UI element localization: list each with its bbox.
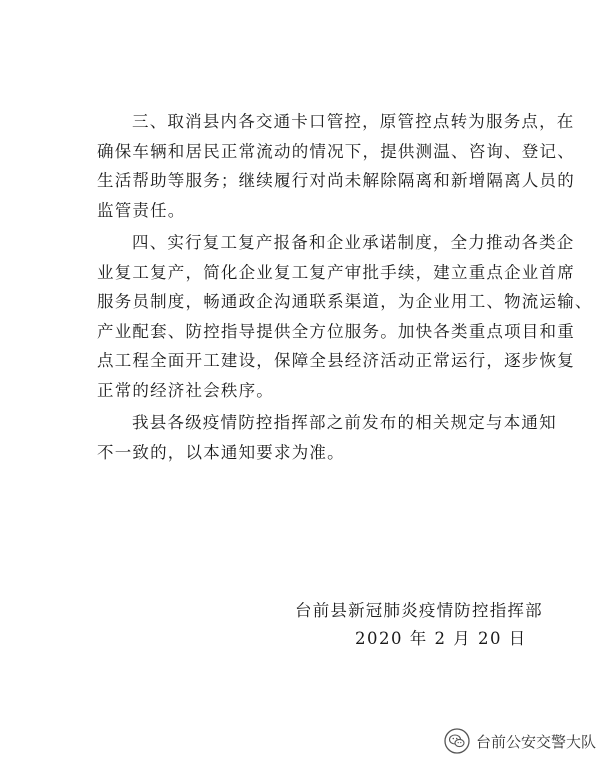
- paragraph-line: 三、取消县内各交通卡口管控，原管控点转为服务点，在: [132, 112, 575, 131]
- paragraph-line: 我县各级疫情防控指挥部之前发布的相关规定与本通知: [132, 413, 557, 432]
- issue-date: 2020 年 2 月 20 日: [355, 629, 527, 648]
- watermark: [444, 728, 596, 754]
- issuing-organization: 台前县新冠肺炎疫情防控指挥部: [295, 601, 543, 620]
- paragraph-line: 服务员制度，畅通政企沟通联系渠道，为企业用工、物流运输、: [97, 292, 593, 311]
- paragraph-4: [97, 228, 593, 405]
- paragraph-closing: [97, 408, 557, 467]
- paragraph-line: 监管责任。: [97, 200, 186, 220]
- watermark-text: 台前公安交警大队: [476, 732, 597, 751]
- signature-block: [295, 597, 575, 653]
- paragraph-line: 确保车辆和居民正常流动的情况下，提供测温、咨询、登记、: [97, 141, 575, 161]
- paragraph-line: 点工程全面开工建设，保障全县经济活动正常运行，逐步恢复: [97, 351, 575, 370]
- paragraph-line: 业复工复产，简化企业复工复产审批手续，建立重点企业首席: [97, 262, 575, 282]
- document-body: [97, 107, 593, 470]
- paragraph-line: 四、实行复工复产报备和企业承诺制度，全力推动各类企: [132, 233, 575, 252]
- paragraph-line: 正常的经济社会秩序。: [97, 380, 274, 400]
- paragraph-line: 产业配套、防控指导提供全方位服务。加快各类重点项目和重: [97, 321, 575, 341]
- paragraph-line: 生活帮助等服务；继续履行对尚未解除隔离和新增隔离人员的: [97, 171, 575, 190]
- paragraph-3: [97, 107, 575, 225]
- paragraph-line: 不一致的，以本通知要求为准。: [97, 442, 345, 462]
- wechat-icon: [444, 728, 470, 754]
